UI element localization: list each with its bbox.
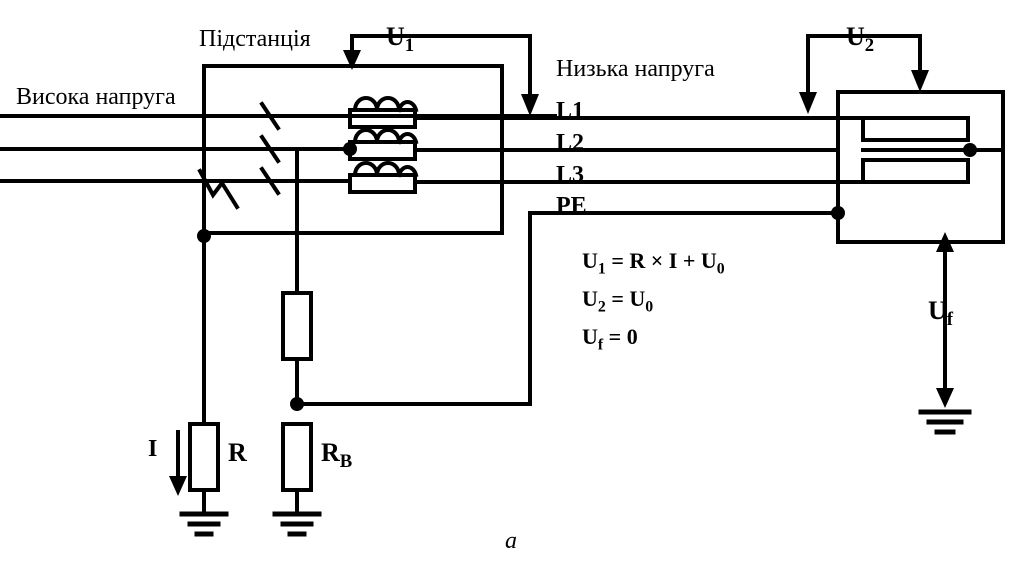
label-u1 bbox=[386, 22, 414, 57]
label-u2 bbox=[846, 22, 874, 57]
appliance-inner-top bbox=[863, 118, 968, 140]
label-uf bbox=[928, 296, 953, 331]
equation-u1-rhs: = R × I + U bbox=[605, 248, 717, 273]
label-resistor-rb bbox=[321, 438, 352, 473]
equation-u2-rhs-sub: 0 bbox=[645, 298, 654, 316]
equation-u1-lhs-sub: 1 bbox=[597, 260, 606, 278]
junction-pe-load bbox=[831, 206, 845, 220]
label-low-voltage: Низька напруга bbox=[556, 56, 715, 82]
junction-neutral-star bbox=[343, 142, 357, 156]
label-u1-letter: U bbox=[386, 22, 405, 51]
label-u2-letter: U bbox=[846, 22, 865, 51]
junction-neutral-pe bbox=[290, 397, 304, 411]
u2-right-arrowhead bbox=[911, 70, 929, 92]
label-substation: Підстанція bbox=[199, 26, 311, 52]
label-resistor-r: R bbox=[228, 438, 247, 467]
equation-u1-rhs-sub: 0 bbox=[716, 260, 725, 278]
label-l1: L1 bbox=[556, 98, 585, 124]
equation-uf-lhs: U bbox=[582, 324, 598, 349]
uf-arrowhead-down bbox=[936, 388, 954, 408]
equation-u2-rhs: = U bbox=[605, 286, 646, 311]
label-l3: L3 bbox=[556, 162, 585, 188]
equation-uf-lhs-sub: f bbox=[597, 336, 604, 354]
label-rb-subscript: В bbox=[339, 451, 353, 473]
current-arrow-head bbox=[169, 476, 187, 496]
equation-u1-lhs: U bbox=[582, 248, 598, 273]
equation-uf bbox=[582, 324, 638, 354]
label-u2-subscript: 2 bbox=[864, 35, 875, 57]
label-u1-subscript: 1 bbox=[404, 35, 415, 57]
resistor-rb-body bbox=[283, 424, 311, 490]
junction-fault-earth bbox=[197, 229, 211, 243]
label-high-voltage: Висока напруга bbox=[16, 84, 176, 110]
equation-u2-lhs-sub: 2 bbox=[597, 298, 606, 316]
figure-caption: а bbox=[505, 528, 517, 554]
equation-u2 bbox=[582, 286, 653, 316]
resistor-r-body bbox=[190, 424, 218, 490]
label-uf-letter: U bbox=[928, 296, 947, 325]
junction-appliance-right bbox=[963, 143, 977, 157]
label-rb-letter: R bbox=[321, 438, 340, 467]
transformer-coil-2 bbox=[350, 142, 415, 159]
label-current-i: I bbox=[148, 436, 158, 462]
appliance-inner-bottom bbox=[863, 160, 968, 182]
u2-left-arrowhead bbox=[799, 92, 817, 114]
resistor-upper-body bbox=[283, 293, 311, 359]
label-l2: L2 bbox=[556, 130, 585, 156]
label-pe: PE bbox=[556, 193, 587, 219]
transformer-coil-1 bbox=[350, 110, 415, 127]
label-uf-subscript: f bbox=[946, 309, 954, 331]
equation-u2-lhs: U bbox=[582, 286, 598, 311]
u1-right-arrowhead bbox=[521, 94, 539, 116]
equation-u1 bbox=[582, 248, 725, 278]
equation-uf-rhs: = 0 bbox=[603, 324, 638, 349]
transformer-coil-3 bbox=[350, 175, 415, 192]
